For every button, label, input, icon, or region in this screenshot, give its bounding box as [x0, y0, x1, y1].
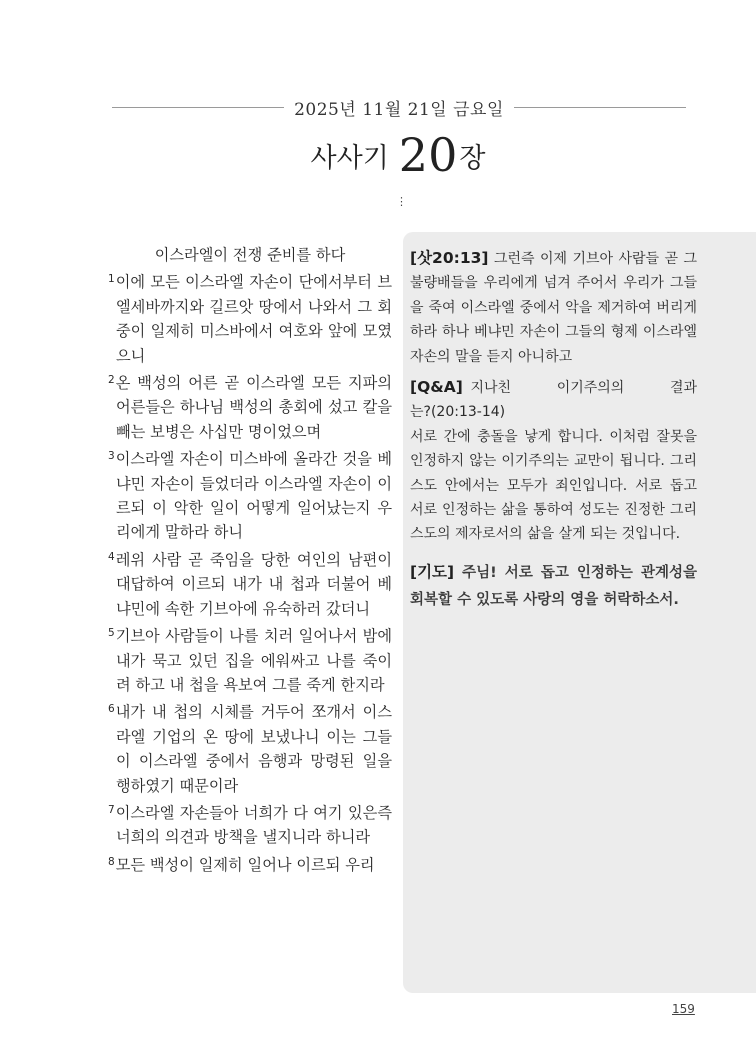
- section-heading: 이스라엘이 전쟁 준비를 하다: [154, 246, 346, 264]
- verse-number: 3: [108, 450, 115, 463]
- verse-text: 이스라엘 자손이 미스바에 올라간 것을 베냐민 자손이 들었더라 이스라엘 자손이 이르되 이 악한 일이 어떻게 일어났는지 우리에게 말하라 하니: [115, 450, 392, 542]
- verse: [108, 798, 392, 850]
- verse-number: 5: [108, 627, 115, 640]
- chapter-suffix: 장: [459, 143, 486, 174]
- commentary-content: [410, 246, 697, 614]
- verse-text: 이스라엘 자손들아 너희가 다 여기 있은즉 너희의 의견과 방책을 낼지니라 하니라: [115, 803, 392, 847]
- book-name: 사사기: [310, 143, 389, 174]
- verse-list: [108, 267, 392, 877]
- date-divider-left: [112, 107, 284, 108]
- qa-label: [Q&A]: [410, 378, 463, 397]
- verse-number: 7: [108, 803, 115, 816]
- prayer-section: [410, 559, 697, 614]
- qa-question: 지나친 이기주의의 결과는?(20:13-14): [410, 380, 698, 421]
- prayer-text: 주님! 서로 돕고 인정하는 관계성을 회복할 수 있도록 사랑의 영을 허락하소서.: [410, 564, 697, 608]
- verse: [108, 621, 392, 697]
- verse-text: 온 백성의 어른 곧 이스라엘 모든 지파의 어른들은 하나님 백성의 총회에 섰고 칼을 빼는 보병은 사십만 명이었으며: [115, 374, 392, 441]
- prayer-label: [기도]: [410, 562, 455, 581]
- verse: [108, 697, 392, 798]
- verse-text: 이에 모든 이스라엘 자손이 단에서부터 브엘세바까지와 길르앗 땅에서 나와서 그 회중이 일제히 미스바에서 여호와 앞에 모였으니: [115, 273, 392, 365]
- chapter-title: [0, 128, 756, 182]
- qa-section: [410, 375, 697, 425]
- verse: [108, 444, 392, 545]
- reading-date: 2025년 11월 21일 금요일: [294, 99, 504, 120]
- scripture-passage: [108, 243, 392, 877]
- verse-text: 내가 내 첩의 시체를 거두어 쪼개서 이스라엘 기업의 온 땅에 보냈나니 이는 그들이 이스라엘 중에서 음행과 망령된 일을 행하였기 때문이라: [115, 703, 392, 795]
- chapter-number: 20: [398, 128, 458, 182]
- verse-text: 레위 사람 곧 죽임을 당한 여인의 남편이 대답하여 이르되 내가 내 첩과 더불어 베냐민에 속한 기브아에 유숙하러 갔더니: [115, 550, 392, 618]
- qa-answer: 서로 간에 충돌을 낳게 합니다. 이처럼 잘못을 인정하지 않는 이기주의는 교만이 됩니다. 그리스도 안에서는 모두가 죄인입니다. 서로 돕고 서로 인정하는 삶을 통하여 성도는 진정한 그리스도의 제자로서의 삶을 살게 되는 것입니다.: [410, 428, 697, 543]
- verse-text: 모든 백성이 일제히 일어나 이르되 우리: [115, 855, 375, 874]
- ellipsis-icon: ⋮: [396, 195, 407, 208]
- verse-number: 6: [108, 703, 115, 716]
- verse-number: 8: [108, 855, 115, 868]
- key-verse: [410, 246, 697, 369]
- key-verse-label: [삿20:13]: [410, 249, 489, 267]
- page-number: 159: [672, 1002, 695, 1016]
- verse: [108, 267, 392, 368]
- verse-text: 기브아 사람들이 나를 치러 일어나서 밤에 내가 묵고 있던 집을 에워싸고 나를 죽이려 하고 내 첩을 욕보여 그를 죽게 한지라: [115, 627, 392, 694]
- verse: [108, 850, 392, 877]
- key-verse-text: 그런즉 이제 기브아 사람들 곧 그 불량배들을 우리에게 넘겨 주어서 우리가 그들을 죽여 이스라엘 중에서 악을 제거하여 버리게 하라 하나 베냐민 자손이 그들의 형제 이스라엘 자손의 말을 듣지 아니하고: [410, 251, 697, 365]
- verse-number: 1: [108, 273, 115, 286]
- verse: [108, 545, 392, 621]
- date-divider-right: [514, 107, 686, 108]
- verse-number: 4: [108, 550, 115, 563]
- date-header: [112, 94, 686, 120]
- verse: [108, 368, 392, 444]
- verse-number: 2: [108, 374, 115, 387]
